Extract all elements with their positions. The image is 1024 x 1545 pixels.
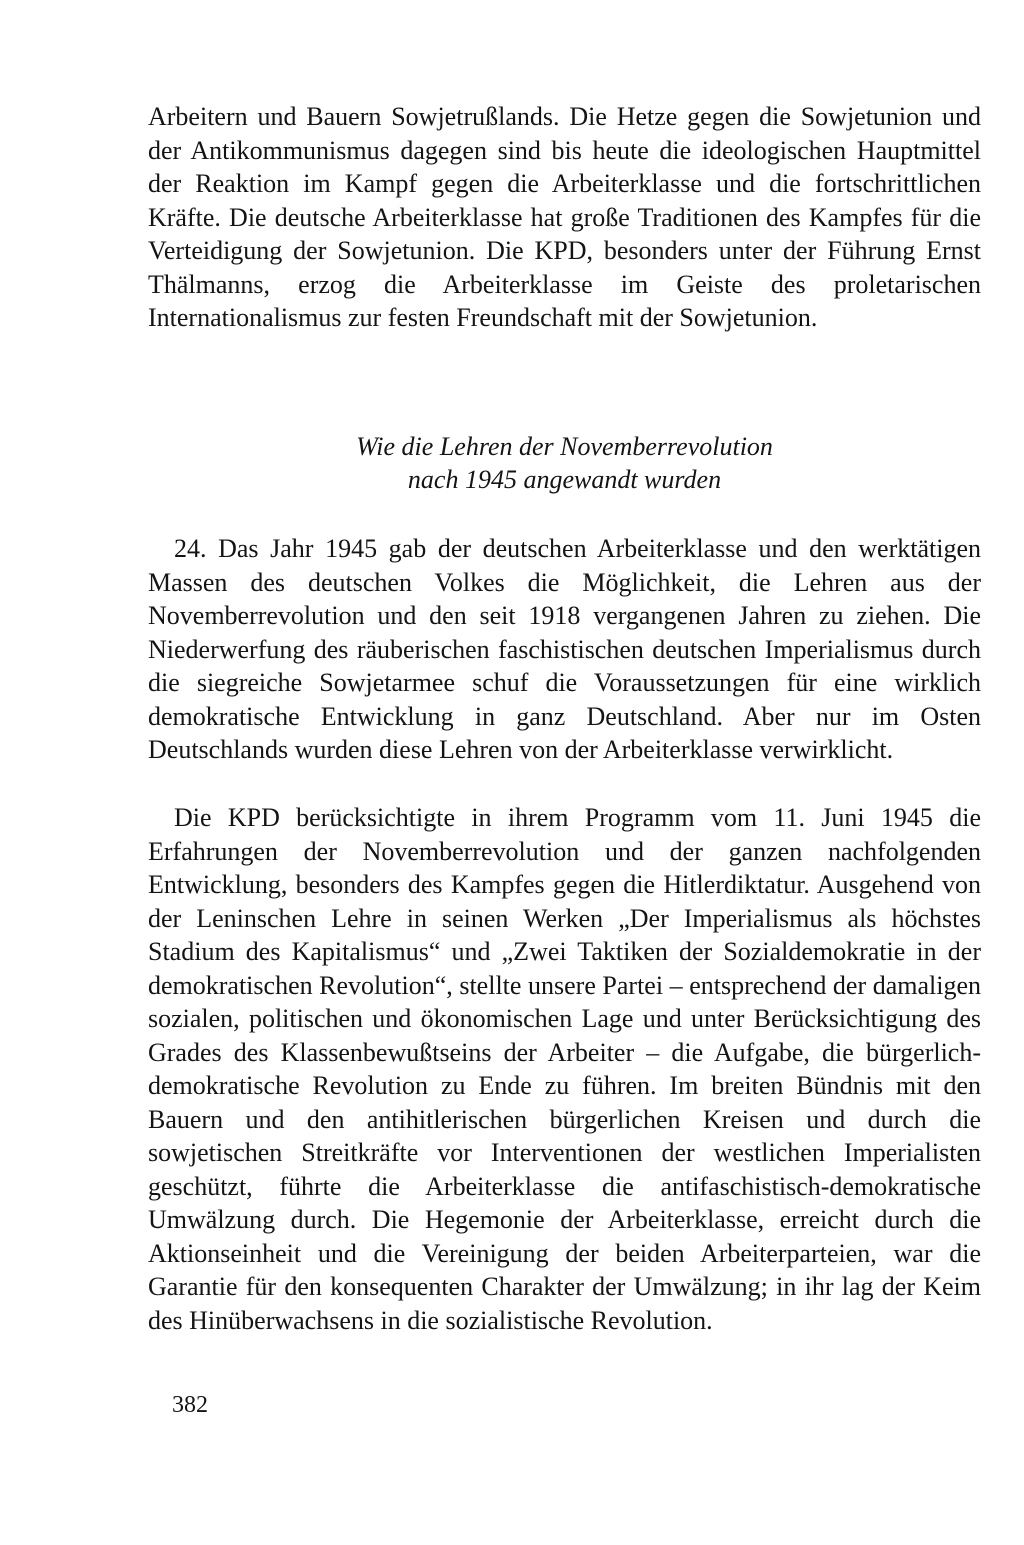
page-number: 382: [172, 1392, 208, 1418]
body-text-paragraph-24: [148, 532, 981, 767]
section-heading-line-2: nach 1945 angewandt wurden: [407, 465, 722, 494]
section-heading-line-1: Wie die Lehren der Novemberrevolution: [356, 432, 773, 461]
section-heading: [148, 430, 981, 496]
body-text-paragraph-kpd: [148, 801, 981, 1337]
body-text-top: [148, 100, 981, 335]
paragraph-24: 24. Das Jahr 1945 gab der deutschen Arbeiterklasse und den werktätigen Massen des deutschen Volkes die Möglichkeit, die Lehren aus der Novemberrevolution und den seit 1918 vergangenen Jahren zu ziehen. Die Niederwerfung des räuberischen faschistischen deutschen Imperialismus durch die siegreiche Sowjetarmee schuf die Voraussetzungen für eine wirklich demokratische Entwicklung in ganz Deutschland. Aber nur im Osten Deutschlands wurden diese Lehren von der Arbeiterklasse verwirklicht.: [148, 534, 981, 764]
paragraph-kpd: Die KPD berücksichtigte in ihrem Programm vom 11. Juni 1945 die Erfahrungen der Novemberrevolution und der ganzen nachfolgenden Entwicklung, besonders des Kampfes gegen die Hitlerdiktatur. Ausgehend von der Leninschen Lehre in seinen Werken „Der Imperialismus als höchstes Stadium des Kapitalismus“ und „Zwei Taktiken der Sozialdemokratie in der demokratischen Revolution“, stellte unsere Partei – entsprechend der damaligen sozialen, politischen und ökonomischen Lage und unter Berücksichtigung des Grades des Klassenbewußtseins der Arbeiter – die Aufgabe, die bürgerlich-demokratische Revolution zu Ende zu führen. Im breiten Bündnis mit den Bauern und den antihitlerischen bürgerlichen Kreisen und durch die sowjetischen Streitkräfte vor Interventionen der westlichen Imperialisten geschützt, führte die Arbeiterklasse die antifaschistisch-demokratische Umwälzung durch. Die Hegemonie der Arbeiterklasse, erreicht durch die Aktionseinheit und die Vereinigung der beiden Arbeiterparteien, war die Garantie für den konsequenten Charakter der Umwälzung; in ihr lag der Keim des Hinüberwachsens in die sozialistische Revolution.: [148, 803, 981, 1335]
paragraph-continued: Arbeitern und Bauern Sowjetrußlands. Die Hetze gegen die Sowjetunion und der Antikommunismus dagegen sind bis heute die ideologischen Hauptmittel der Reaktion im Kampf gegen die Arbeiterklasse und die fortschrittlichen Kräfte. Die deutsche Arbeiterklasse hat große Traditionen des Kampfes für die Verteidigung der Sowjetunion. Die KPD, besonders unter der Führung Ernst Thälmanns, erzog die Arbeiterklasse im Geiste des proletarischen Internationalismus zur festen Freundschaft mit der Sowjetunion.: [148, 102, 981, 332]
